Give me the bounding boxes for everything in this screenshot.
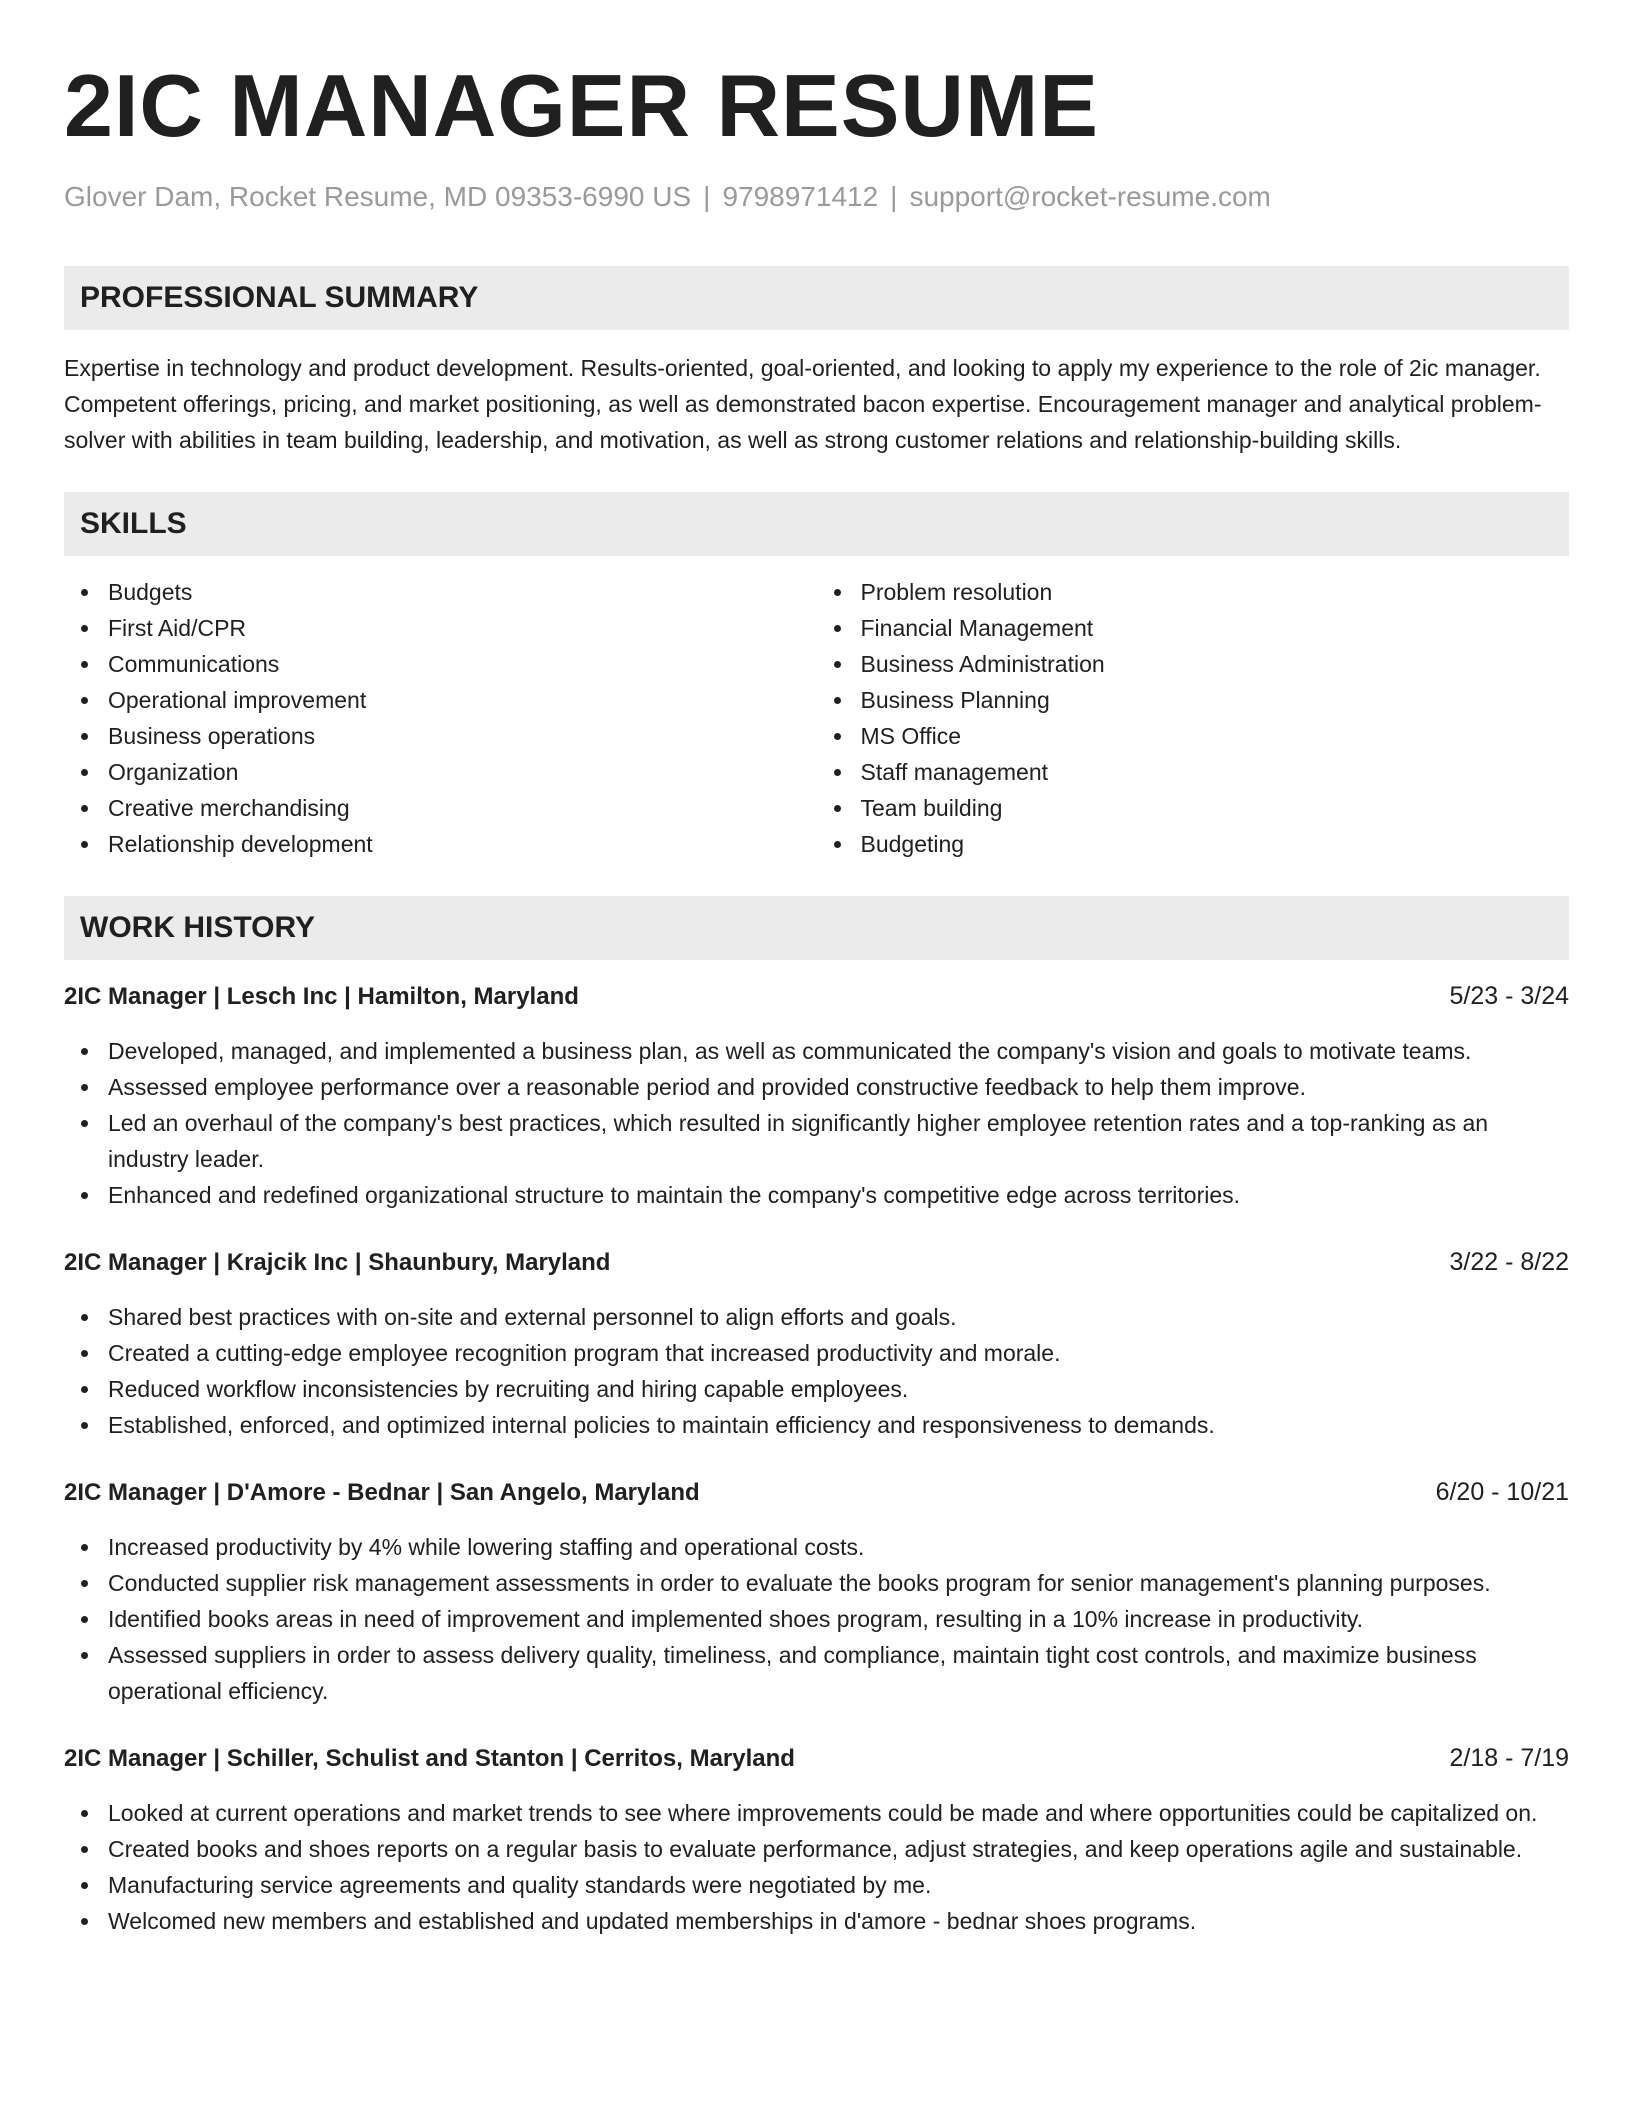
contact-separator: | [703,181,711,212]
contact-line [64,180,1569,214]
job-title: 2IC Manager | Krajcik Inc | Shaunbury, Maryland [64,1248,611,1276]
job-bullet: Conducted supplier risk management assessments in order to evaluate the books program for senior management's planning purposes. [64,1565,1569,1601]
job-title: 2IC Manager | D'Amore - Bednar | San Angelo, Maryland [64,1478,700,1506]
job-bullet: Shared best practices with on-site and external personnel to align efforts and goals. [64,1299,1569,1335]
job-dates: 6/20 - 10/21 [1435,1477,1569,1506]
skills-column-left [64,574,817,862]
contact-separator: | [890,181,898,212]
job-entry [64,978,1569,1213]
skill-item: Staff management [817,754,1570,790]
job-bullets [64,1529,1569,1709]
job-bullet: Created books and shoes reports on a regular basis to evaluate performance, adjust strategies, and keep operations agile and sustainable. [64,1831,1569,1867]
job-dates: 2/18 - 7/19 [1449,1743,1569,1772]
job-header [64,978,1569,1015]
job-dates: 3/22 - 8/22 [1449,1247,1569,1276]
job-bullets [64,1299,1569,1443]
job-bullet: Created a cutting-edge employee recognition program that increased productivity and morale. [64,1335,1569,1371]
job-bullet: Led an overhaul of the company's best practices, which resulted in significantly higher employee retention rates and a top-ranking as an industry leader. [64,1105,1569,1177]
job-title: 2IC Manager | Lesch Inc | Hamilton, Maryland [64,982,579,1010]
job-bullets [64,1033,1569,1213]
contact-phone: 9798971412 [722,181,879,212]
skill-item: Budgeting [817,826,1570,862]
contact-address: Glover Dam, Rocket Resume, MD 09353-6990 US [64,181,692,212]
job-bullet: Manufacturing service agreements and quality standards were negotiated by me. [64,1867,1569,1903]
job-header [64,1740,1569,1777]
skill-item: Business operations [64,718,817,754]
work-history-heading: WORK HISTORY [64,896,1569,960]
skill-item: Operational improvement [64,682,817,718]
job-title: 2IC Manager | Schiller, Schulist and Stanton | Cerritos, Maryland [64,1744,795,1772]
job-bullets [64,1795,1569,1939]
job-bullet: Established, enforced, and optimized internal policies to maintain efficiency and responsiveness to demands. [64,1407,1569,1443]
job-bullet: Enhanced and redefined organizational structure to maintain the company's competitive edge across territories. [64,1177,1569,1213]
contact-email: support@rocket-resume.com [909,181,1271,212]
job-bullet: Looked at current operations and market trends to see where improvements could be made and where opportunities could be capitalized on. [64,1795,1569,1831]
job-header [64,1244,1569,1281]
job-entry [64,1244,1569,1443]
job-bullet: Welcomed new members and established and updated memberships in d'amore - bednar shoes programs. [64,1903,1569,1939]
skill-item: Problem resolution [817,574,1570,610]
job-bullet: Developed, managed, and implemented a business plan, as well as communicated the company's vision and goals to motivate teams. [64,1033,1569,1069]
skill-item: Communications [64,646,817,682]
skill-item: MS Office [817,718,1570,754]
skills-heading: SKILLS [64,492,1569,556]
skill-item: Relationship development [64,826,817,862]
job-bullet: Assessed suppliers in order to assess delivery quality, timeliness, and compliance, maintain tight cost controls, and maximize business operational efficiency. [64,1637,1569,1709]
job-bullet: Reduced workflow inconsistencies by recruiting and hiring capable employees. [64,1371,1569,1407]
job-entry [64,1474,1569,1709]
job-bullet: Identified books areas in need of improvement and implemented shoes program, resulting in a 10% increase in productivity. [64,1601,1569,1637]
job-dates: 5/23 - 3/24 [1449,981,1569,1010]
job-header [64,1474,1569,1511]
skill-item: Team building [817,790,1570,826]
skill-item: Financial Management [817,610,1570,646]
skill-item: Organization [64,754,817,790]
skill-item: Business Administration [817,646,1570,682]
job-bullet: Assessed employee performance over a reasonable period and provided constructive feedback to help them improve. [64,1069,1569,1105]
summary-heading: PROFESSIONAL SUMMARY [64,266,1569,330]
skill-item: Business Planning [817,682,1570,718]
summary-text: Expertise in technology and product development. Results-oriented, goal-oriented, and looking to apply my experience to the role of 2ic manager. Competent offerings, pricing, and market positioning, as well as demonstrated bacon expertise. Encouragement manager and analytical problem-solver with abilities in team building, leadership, and motivation, as well as strong customer relations and relationship-building skills. [64,354,1542,453]
skill-item: First Aid/CPR [64,610,817,646]
skills-column-right [817,574,1570,862]
skills-list [64,574,1569,862]
job-entry [64,1740,1569,1939]
resume-title: 2IC MANAGER RESUME [64,56,1099,155]
skill-item: Creative merchandising [64,790,817,826]
job-bullet: Increased productivity by 4% while lowering staffing and operational costs. [64,1529,1569,1565]
skill-item: Budgets [64,574,817,610]
